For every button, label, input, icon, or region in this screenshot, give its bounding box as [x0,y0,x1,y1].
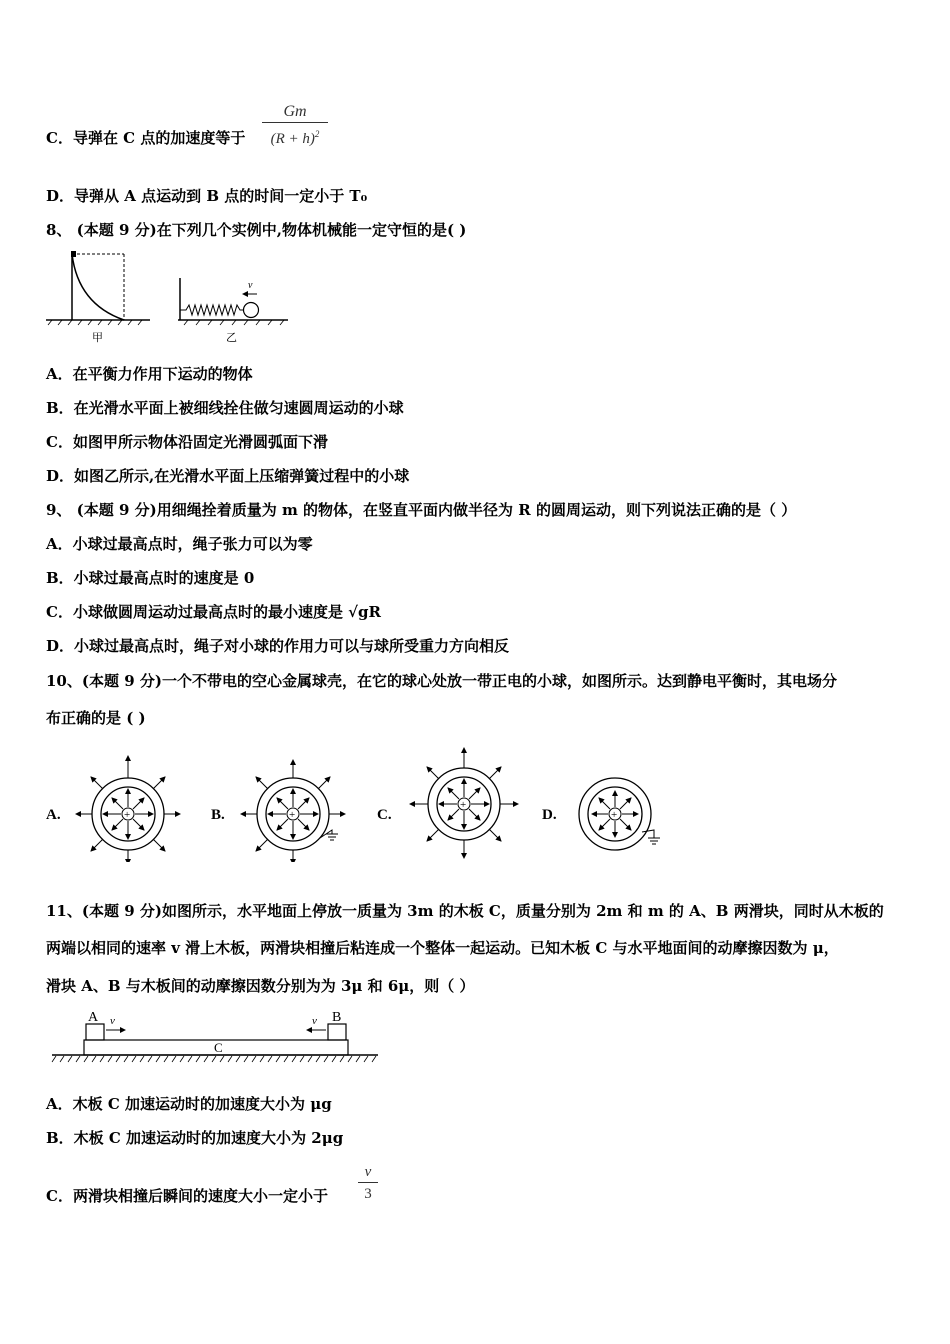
yi-arrowhead [242,291,248,297]
q7-option-c [46,128,245,148]
q8-figure [44,248,294,348]
q11-fraction-den: 3 [358,1182,378,1205]
block-a-arrowhead [120,1027,126,1033]
q8-option-a: A．在平衡力作用下运动的物体 [46,365,253,383]
q11-stem-2: 两端以相同的速率 v 滑上木板，两滑块相撞后粘连成一个整体一起运动。已知木板 C 与水平地面间的动摩擦因数为 μ， [46,939,839,957]
q7-fraction-den: (R + h) [270,131,315,147]
q10-plus-c: + [460,799,467,811]
q7-option-d: D．导弹从 A 点运动到 B 点的时间一定小于 T₀ [46,187,368,205]
q11-option-a: A．木板 C 加速运动时的加速度大小为 μg [46,1095,332,1113]
q9-option-a: A．小球过最高点时，绳子张力可以为零 [46,535,313,553]
q11-fraction [358,1162,378,1205]
q11-stem-1: 11、(本题 9 分)如图所示，水平地面上停放一质量为 3m 的木板 C，质量分别为 2m 和 m 的 A、B 两滑块，同时从木板的 [46,902,884,920]
q10-option-d-diagram [579,778,660,850]
q11-hatch [52,1056,376,1062]
q7-fraction [262,102,328,150]
q10-stem-1: 10、(本题 9 分)一个不带电的空心金属球壳，在它的球心处放一带正电的小球，如图所示。达到静电平衡时，其电场分 [46,672,837,690]
q10-label-a: A. [46,807,61,823]
q8-stem: 8、 (本题 9 分)在下列几个实例中,物体机械能一定守恒的是( ) [46,221,467,239]
block-a-v: v [110,1015,115,1027]
jia-label: 甲 [92,332,103,344]
block-a-label: A [88,1010,99,1025]
q10-label-c: C. [377,807,392,823]
q11-figure [50,1006,382,1066]
q10-stem-2: 布正确的是 ( ) [46,709,146,727]
board-c-label: C [214,1040,223,1055]
q10-figure [40,742,680,862]
q10-label-d: D. [542,807,557,823]
q7-fraction-num: Gm [283,103,307,120]
block-a [86,1024,104,1040]
yi-v-label: v [248,280,253,291]
q10-plus-d: + [611,809,618,821]
q9-option-d: D．小球过最高点时，绳子对小球的作用力可以与球所受重力方向相反 [46,637,510,655]
q7-option-c-letter: C． [46,129,73,147]
jia-arc [72,254,124,320]
q10-plus-a: + [124,809,131,821]
q11-option-c: C．两滑块相撞后瞬间的速度大小一定小于 [46,1187,328,1205]
q10-label-b: B. [211,807,225,823]
q9-option-b: B．小球过最高点时的速度是 0 [46,569,255,587]
q11-option-b: B．木板 C 加速运动时的加速度大小为 2μg [46,1129,344,1147]
q8-option-b: B．在光滑水平面上被细线拴住做匀速圆周运动的小球 [46,399,404,417]
q9-stem: 9、 (本题 9 分)用细绳拴着质量为 m 的物体，在竖直平面内做半径为 R 的圆周运动，则下列说法正确的是（ ） [46,501,797,519]
jia-block [71,251,76,257]
yi-ball [244,303,259,318]
block-b [328,1024,346,1040]
q7-option-c-text: 导弹在 C 点的加速度等于 [72,129,246,147]
block-b-arrowhead [306,1027,312,1033]
q8-option-d: D．如图乙所示,在光滑水平面上压缩弹簧过程中的小球 [46,467,410,485]
q8-option-c: C．如图甲所示物体沿固定光滑圆弧面下滑 [46,433,328,451]
q7-fraction-exp: 2 [314,129,320,139]
yi-label: 乙 [226,332,237,344]
q10-plus-b: + [289,809,296,821]
yi-spring [180,305,244,315]
q11-fraction-num: v [364,1164,372,1180]
block-b-v: v [312,1015,317,1027]
block-b-label: B [332,1010,342,1025]
q9-option-c: C．小球做圆周运动过最高点时的最小速度是 √gR [46,603,381,621]
q11-stem-3: 滑块 A、B 与木板间的动摩擦因数分别为为 3μ 和 6μ，则（ ） [46,977,475,995]
